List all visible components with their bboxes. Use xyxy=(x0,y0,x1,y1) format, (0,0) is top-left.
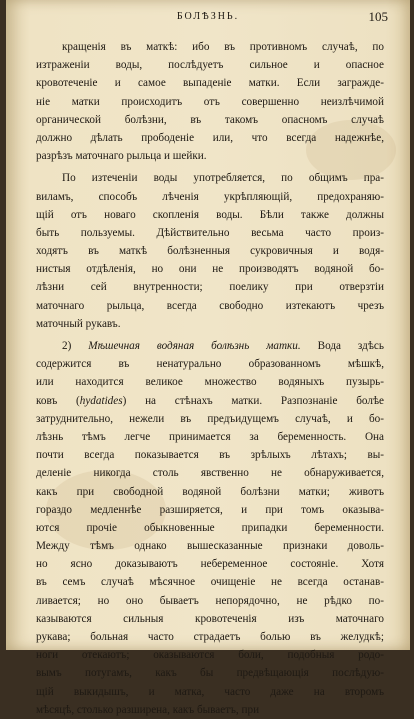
text-line: быть пользуемы. Дѣйствительно весьма часто произ- xyxy=(36,226,384,239)
text-line: 2) Мѣшечная водяная болѣзнь матки. Вода здѣсь xyxy=(62,340,384,352)
page-number: 105 xyxy=(368,9,388,24)
italic-text: Мѣшечная водяная болѣзнь матки. xyxy=(88,340,301,352)
text-line: изтраженіи воды, послѣдуетъ сильное и опасное xyxy=(36,59,384,72)
italic-text: hydatides xyxy=(79,394,123,407)
text-line: разрѣзъ маточнаго рыльца и шейки. xyxy=(36,150,207,163)
text-line: затруднительно, нежели въ предъидущемъ случаѣ, и бо- xyxy=(36,412,384,425)
text-line: почти всегда показывается въ зрѣлыхъ лѣтахъ; вы- xyxy=(36,449,384,462)
text-line: ются прочіе обыкновенные припадки беременности. xyxy=(36,521,384,534)
text-line: ходятъ въ маткѣ болѣзненныя сукровичныя и водя- xyxy=(36,245,384,258)
text-line: ніе матки происходитъ отъ совершенно неизлѣчимой xyxy=(36,95,384,108)
text-line: ковъ (hydatides) на стѣнахъ матки. Разпознаніе болѣе xyxy=(36,394,384,407)
text-line: щій выкидышъ, и матка, часто даже на второмъ xyxy=(36,685,384,698)
text-line: маточный рукавъ. xyxy=(36,317,121,330)
text-line: въ семъ случаѣ мѣсячное очищеніе не всегда останав- xyxy=(36,576,384,589)
text-line: рукава; больная часто страдаетъ болью въ желудкѣ; xyxy=(36,631,384,643)
text-line: кровотеченіе и самое выпаденіе матки. Если загражде- xyxy=(36,77,384,90)
text-line: нистыя отдѣленія, но они не производятъ водяной бо- xyxy=(36,263,384,276)
text-line: казываются сильныя кровотеченія изъ маточнаго xyxy=(36,612,384,625)
text-line: но ясно доказываютъ небеременное состояніе. Хотя xyxy=(36,558,384,571)
text-line: содержится въ ненатурально образованномъ мѣшкѣ, xyxy=(36,358,384,371)
text-line: мѣсяцѣ, столько разширена, какъ бываетъ, при xyxy=(36,703,260,716)
text-line: вымъ потугамъ, какъ бы предвѣщающія послѣдую- xyxy=(36,667,384,680)
page-body xyxy=(36,38,384,719)
text-line: виламъ, способъ лѣченія укрѣпляющій, предохраняю- xyxy=(36,190,384,203)
text-line: щій отъ новаго скопленія воды. Бѣли также должны xyxy=(36,208,384,221)
page-header xyxy=(6,11,410,27)
text-line: Между тѣмъ однако вышесказанные признаки доволь- xyxy=(36,540,384,553)
text-line: должно дѣлать прободеніе или, что всегда надежнѣе, xyxy=(36,131,384,144)
text-line: ноги отекаютъ; оказываются боли, подобныя родо- xyxy=(36,649,384,662)
book-page xyxy=(6,0,410,716)
text-line: кращенія въ маткѣ: ибо въ противномъ случаѣ, по xyxy=(62,41,384,53)
text-line: По изтеченіи воды употребляется, по общимъ пра- xyxy=(62,172,384,185)
text-line: или находится великое множество водяныхъ пузырь- xyxy=(36,376,384,389)
text-line: лѣзни сей внутренности; поелику при отверзтіи xyxy=(36,281,384,294)
text-line: лѣзнь тѣмъ легче принимается за беременность. Она xyxy=(36,430,384,443)
text-line: какъ при свободной водяной болѣзни матки; животъ xyxy=(36,485,384,498)
text-line: гораздо медленнѣе разширяется, и при томъ оказыва- xyxy=(36,503,384,516)
text-line: органической болѣзни, въ такомъ опасномъ случаѣ xyxy=(36,113,384,126)
running-head: БОЛѢЗНЬ. xyxy=(176,11,240,22)
text-line: ливается; но оно бываетъ непорядочно, не рѣдко по- xyxy=(36,594,384,607)
text-line: деленіе никогда столь явственно не обнаруживается, xyxy=(36,467,384,480)
text-line: маточнаго рыльца, всегда свободно изтекаютъ чрезъ xyxy=(36,299,384,312)
